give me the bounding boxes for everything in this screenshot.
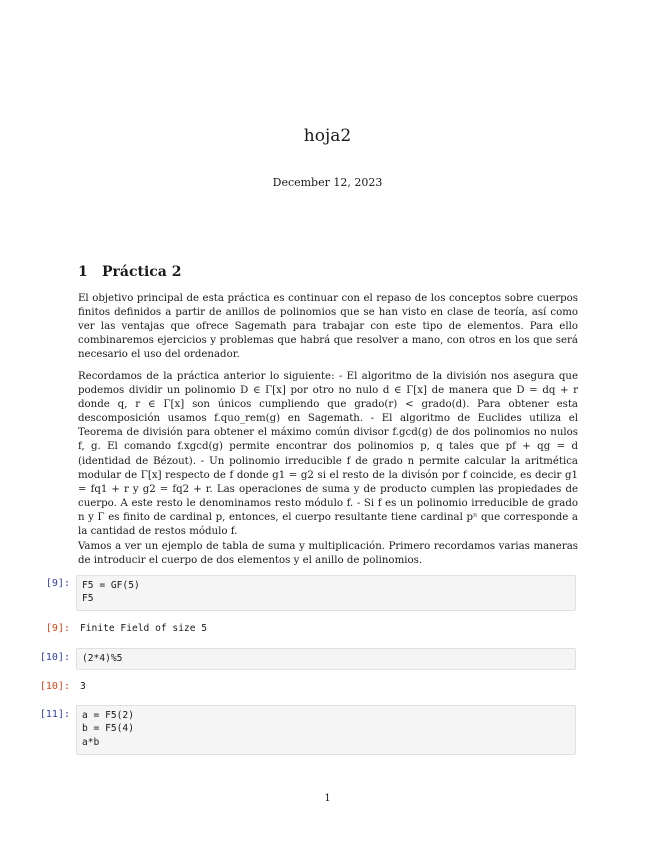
output-prompt: [10]: <box>39 681 70 692</box>
cell-output: Finite Field of size 5 <box>80 623 208 634</box>
input-prompt: [10]: <box>39 652 70 663</box>
intro-paragraph: El objetivo principal de esta práctica es continuar con el repaso de los conceptos sobre cuerpos finitos definidos a partir de anillos de polinomios que se han visto en clase de teoría, así como ver las ventajas que ofrece Sagemath para trabajar con este tipo de elementos. Para ello combinaremos ejercicios y problemas que habrá que resolver a mano, con otros en los que será necesario el uso del ordenador. <box>78 293 578 361</box>
code-cell[interactable]: a = F5(2) b = F5(4) a*b <box>76 705 576 755</box>
code-cell[interactable]: F5 = GF(5) F5 <box>76 575 576 611</box>
output-prompt: [9]: <box>45 623 70 634</box>
input-prompt: [11]: <box>39 709 70 720</box>
page-number: 1 <box>324 793 331 804</box>
document-date: December 12, 2023 <box>272 176 383 189</box>
document-title: hoja2 <box>303 126 352 146</box>
section-number: 1 <box>78 264 88 280</box>
code-cell[interactable]: (2*4)%5 <box>76 648 576 670</box>
example-paragraph: Vamos a ver un ejemplo de tabla de suma y multiplicación. Primero recordamos varias maneras de introducir el cuerpo de dos elementos y el anillo de polinomios. <box>78 541 578 567</box>
recap-paragraph: Recordamos de la práctica anterior lo siguiente: - El algoritmo de la división nos asegura que podemos dividir un polinomio D ∈ Γ[x] por otro no nulo d ∈ Γ[x] de manera que D = dq + r donde q, r ∈ Γ[x] son únicos cumpliendo que grado(r) < grado(d). Para obtener esta descomposición usamos f.quo_rem(g) en Sagemath. - El algoritmo de Euclides utiliza el Teorema de división para obtener el máximo común divisor f.gcd(g) de dos polinomios no nulos f, g. El comando f.xgcd(g) permite encontrar dos polinomios p, q tales que pf + qg = d (identidad de Bézout). - Un polinomio irreducible f de grado n permite calcular la aritmética modular de Γ[x] respecto de f donde g1 = g2 si el resto de la divisón por f coincide, es decir g1 = fq1 + r y g2 = fq2 + r. Las operaciones de suma y de producto cumplen las propiedades de cuerpo. A este resto le denominamos resto módulo f. - Si f es un polinomio irreducible de grado n y Γ es finito de cardinal p, entonces, el cuerpo resultante tiene cardinal pⁿ que corresponde a la cantidad de restos módulo f. <box>78 371 578 538</box>
input-prompt: [9]: <box>45 578 70 589</box>
section-title: Práctica 2 <box>102 264 182 280</box>
section-heading <box>78 264 182 280</box>
cell-output: 3 <box>80 681 86 692</box>
